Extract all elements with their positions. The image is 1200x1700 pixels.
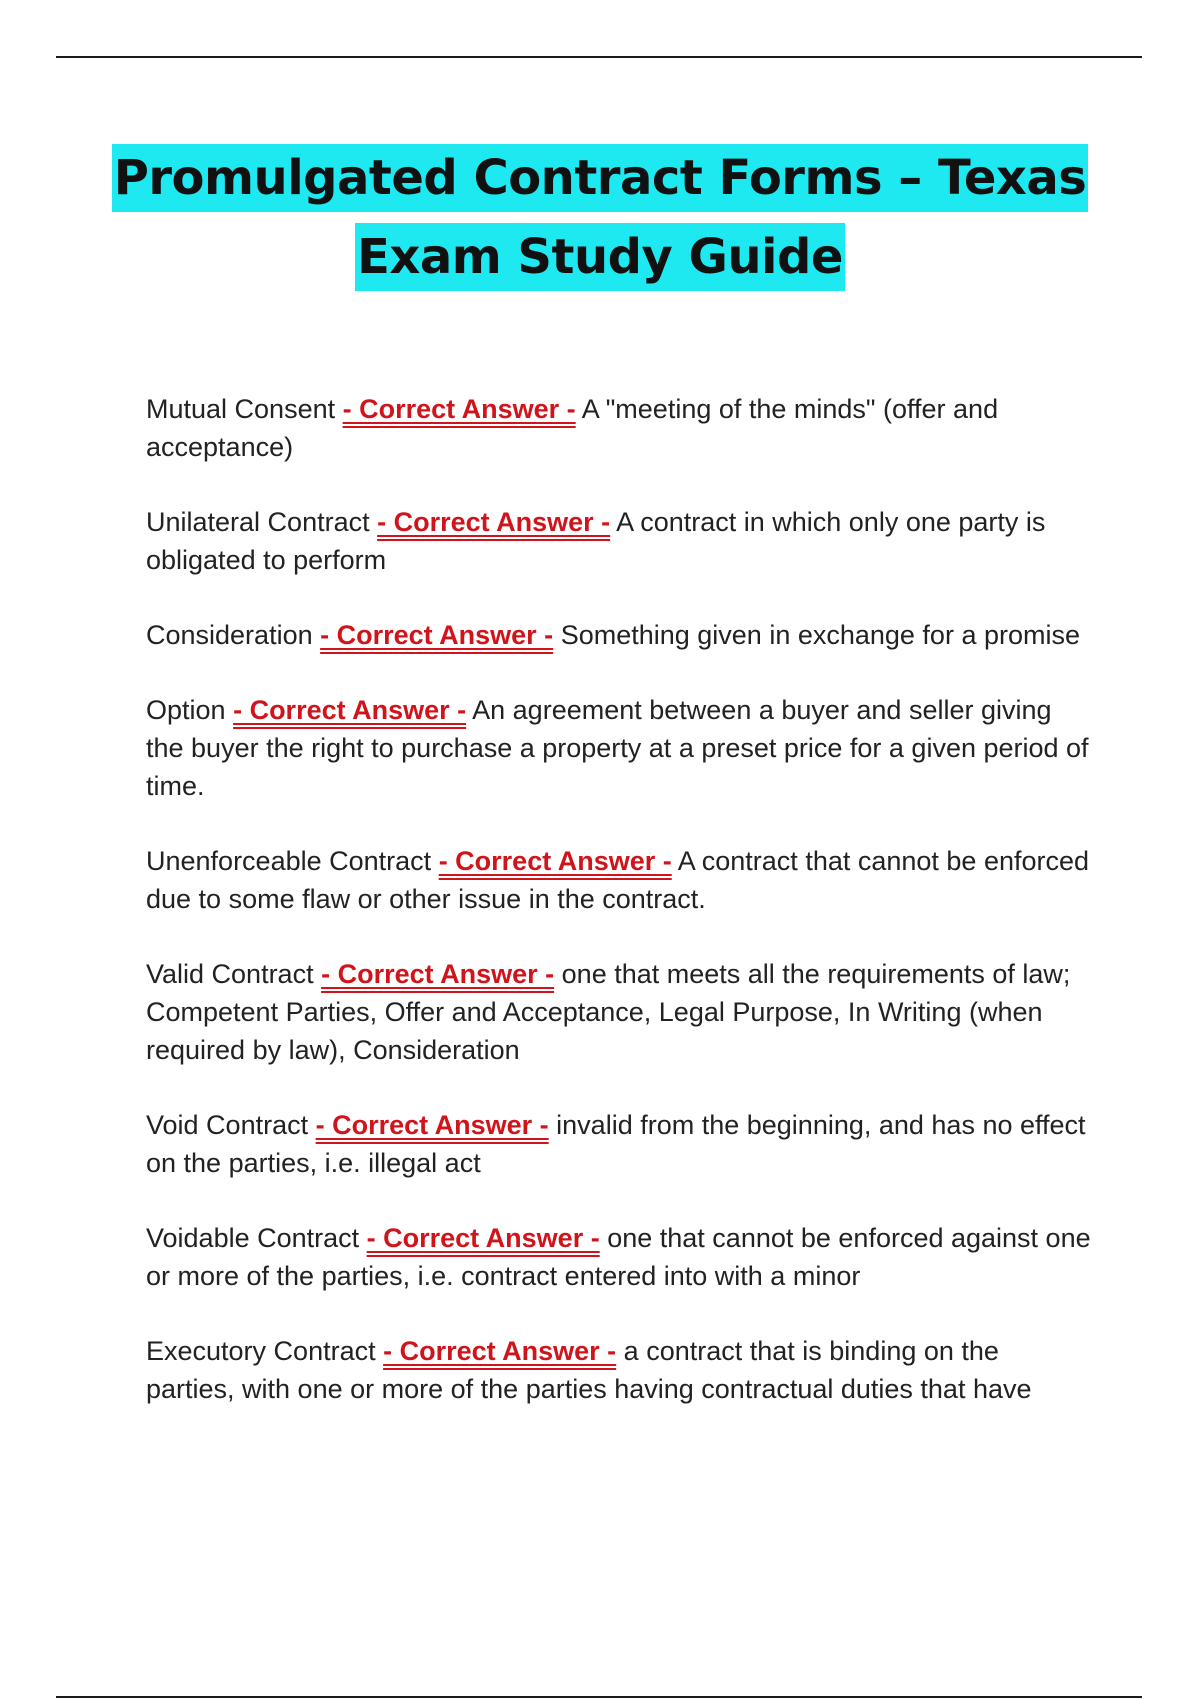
entry-unenforceable-contract <box>146 842 1092 918</box>
bottom-rule <box>56 1696 1142 1698</box>
correct-answer-tag: - Correct Answer - <box>321 959 555 989</box>
correct-answer-tag: - Correct Answer - <box>233 695 467 725</box>
entry-void-contract <box>146 1106 1092 1182</box>
correct-answer-tag: - Correct Answer - <box>320 620 554 650</box>
correct-answer-tag: - Correct Answer - <box>342 394 576 424</box>
entry-mutual-consent <box>146 390 1092 466</box>
entry-consideration <box>146 616 1092 654</box>
entry-term: Consideration <box>146 620 313 650</box>
entry-definition: An agreement between a buyer and seller giving the buyer the right to purchase a property at a preset price for a given period of time. <box>146 695 1089 801</box>
entry-definition: one that cannot be enforced against one or more of the parties, i.e. contract entered into with a minor <box>146 1223 1091 1291</box>
correct-answer-tag: - Correct Answer - <box>366 1223 600 1253</box>
document-title <box>0 144 1200 291</box>
entry-term: Void Contract <box>146 1110 309 1140</box>
top-rule <box>56 56 1142 58</box>
entry-unilateral-contract <box>146 503 1092 579</box>
study-entries <box>146 390 1092 1445</box>
entry-definition: one that meets all the requirements of law; Competent Parties, Offer and Acceptance, Legal Purpose, In Writing (when required by law), Consideration <box>146 959 1071 1065</box>
entry-term: Valid Contract <box>146 959 314 989</box>
entry-definition: invalid from the beginning, and has no effect on the parties, i.e. illegal act <box>146 1110 1086 1178</box>
entry-term: Mutual Consent <box>146 394 336 424</box>
entry-voidable-contract <box>146 1219 1092 1295</box>
title-line-2: Exam Study Guide <box>355 223 845 291</box>
entry-term: Unenforceable Contract <box>146 846 432 876</box>
correct-answer-tag: - Correct Answer - <box>438 846 672 876</box>
correct-answer-tag: - Correct Answer - <box>383 1336 617 1366</box>
correct-answer-tag: - Correct Answer - <box>377 507 611 537</box>
title-line-1: Promulgated Contract Forms – Texas <box>112 144 1089 212</box>
correct-answer-tag: - Correct Answer - <box>315 1110 549 1140</box>
entry-definition: Something given in exchange for a promise <box>560 620 1080 650</box>
entry-term: Executory Contract <box>146 1336 376 1366</box>
entry-definition: A contract in which only one party is obligated to perform <box>146 507 1046 575</box>
entry-term: Voidable Contract <box>146 1223 360 1253</box>
entry-definition: a contract that is binding on the parties, with one or more of the parties having contractual duties that have <box>146 1336 1032 1404</box>
entry-valid-contract <box>146 955 1092 1069</box>
entry-definition: A contract that cannot be enforced due to some flaw or other issue in the contract. <box>146 846 1090 914</box>
entry-executory-contract <box>146 1332 1092 1408</box>
entry-definition: A "meeting of the minds" (offer and acceptance) <box>146 394 999 462</box>
entry-option <box>146 691 1092 805</box>
entry-term: Unilateral Contract <box>146 507 370 537</box>
entry-term: Option <box>146 695 226 725</box>
